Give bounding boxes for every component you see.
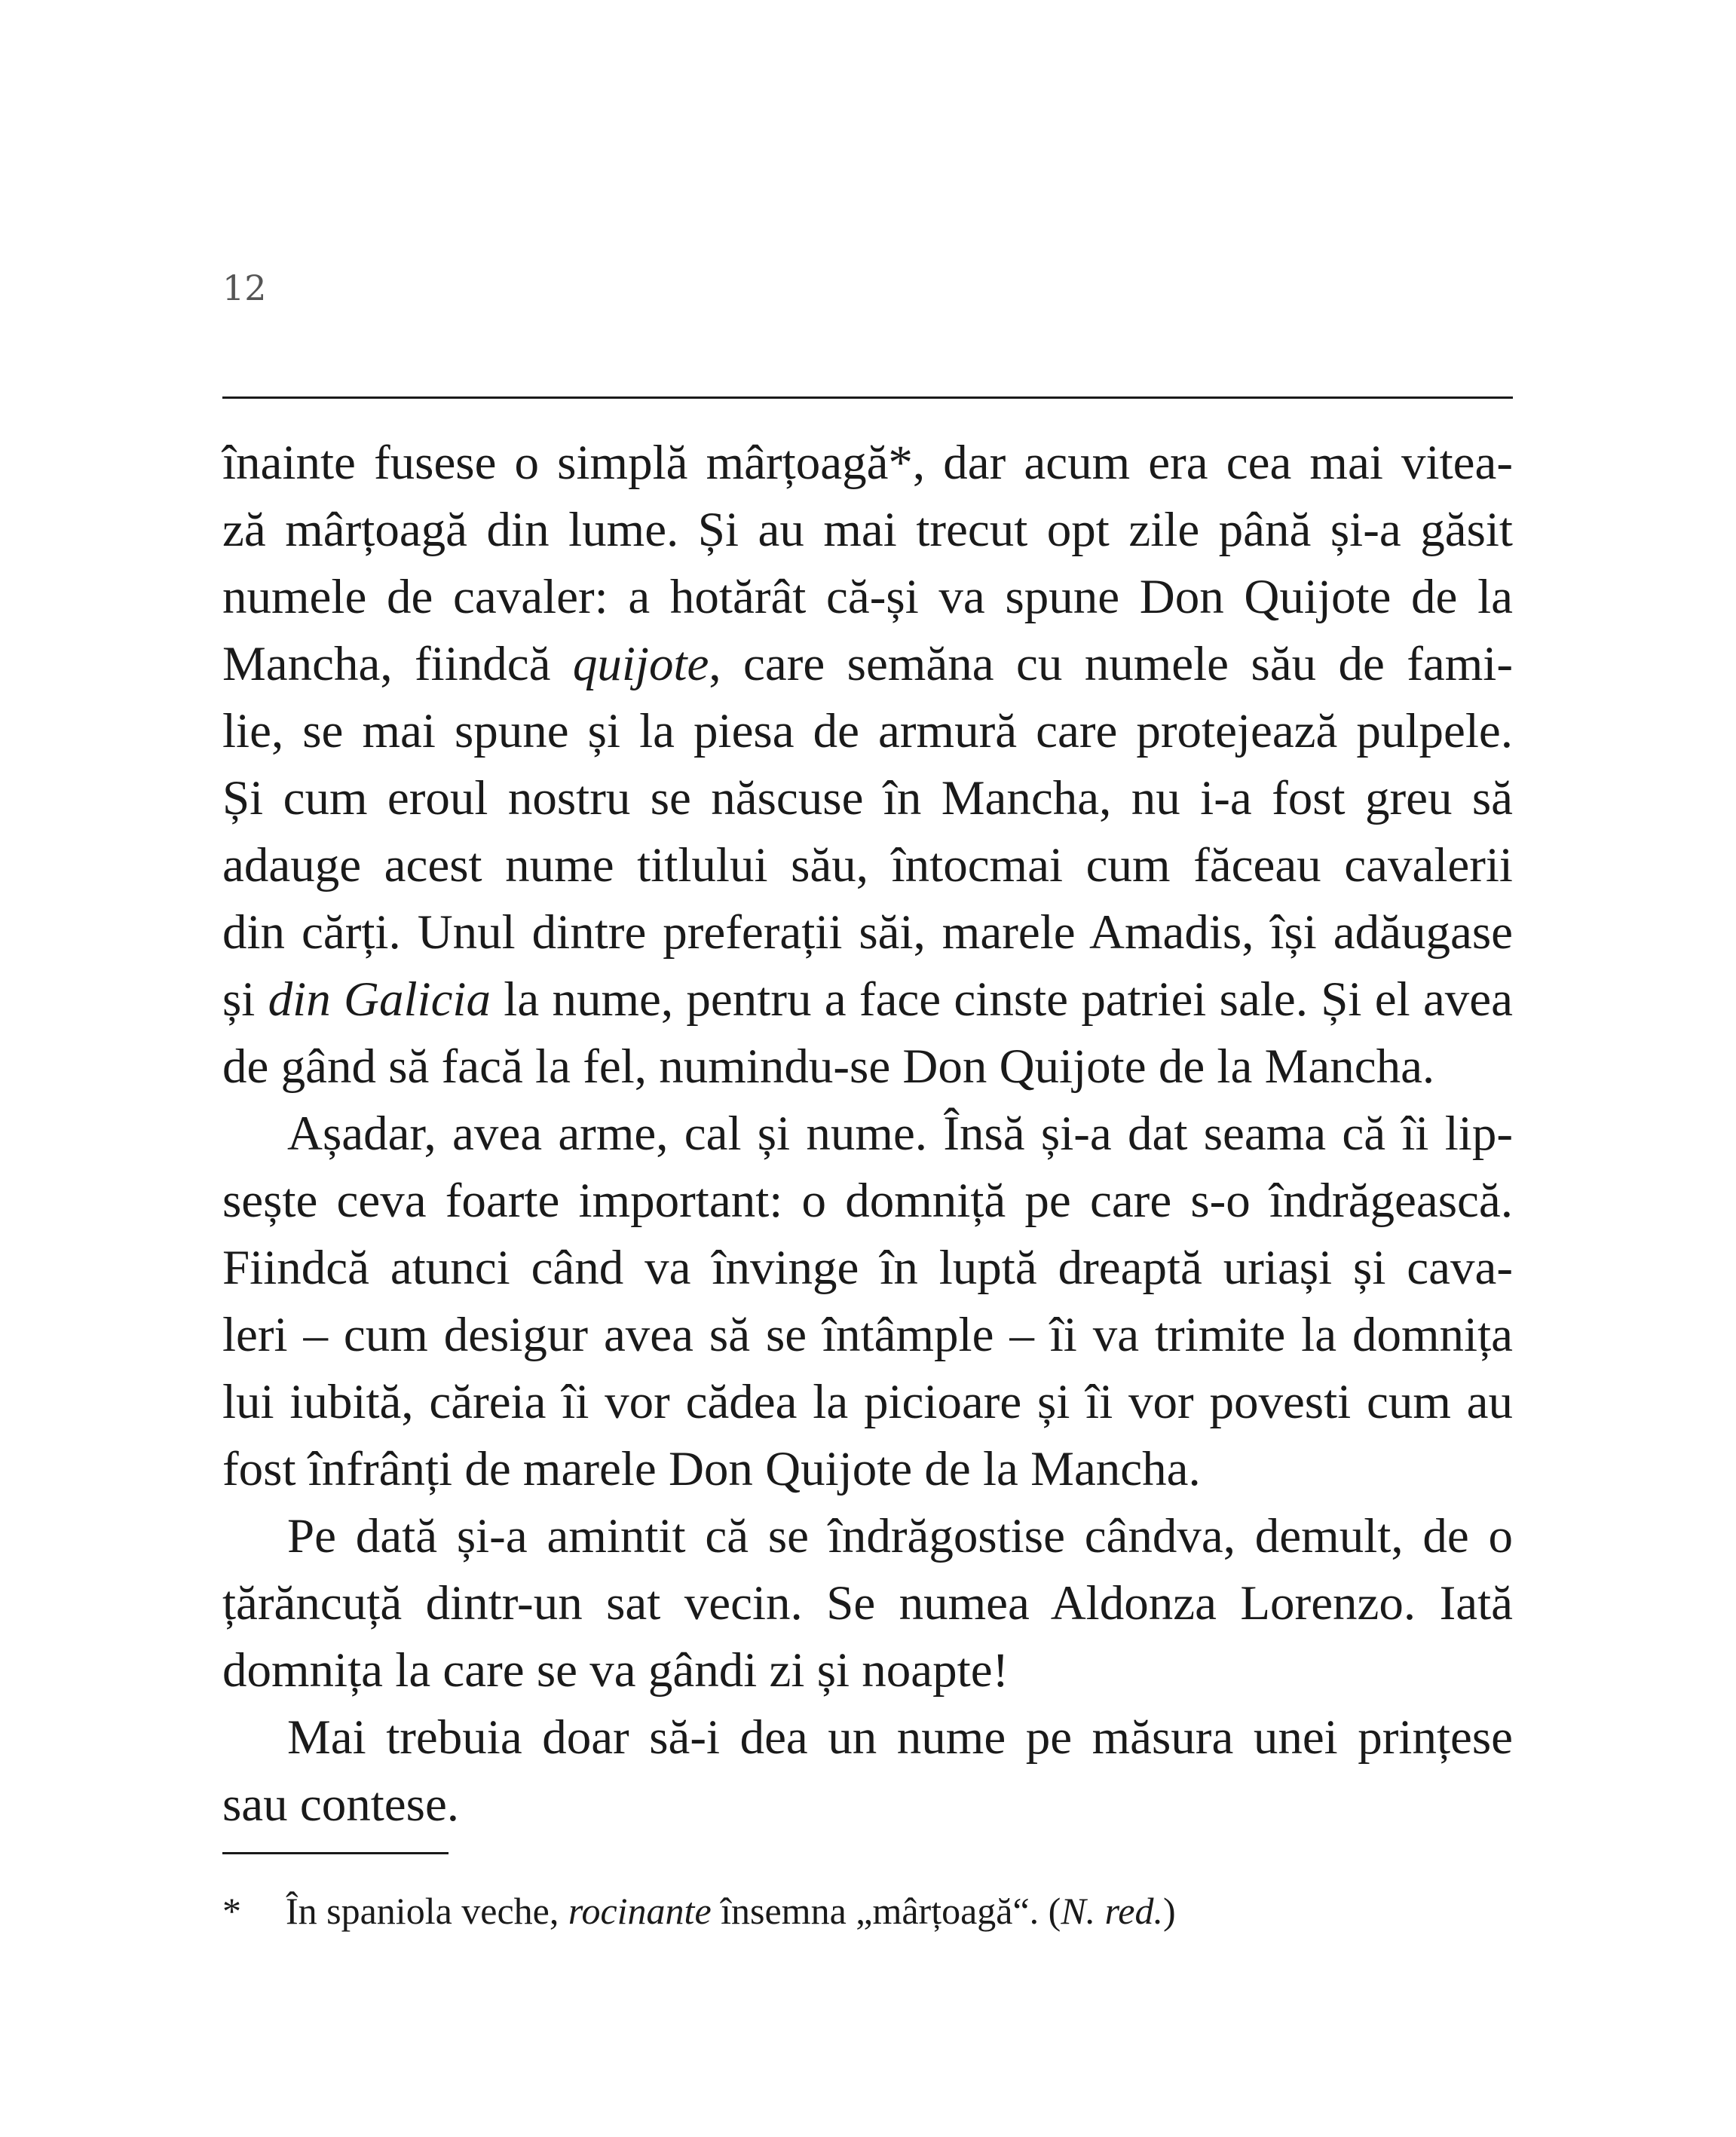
text-segment: Pe dată și-a amintit că se îndrăgostise cândva, demult, de o: [287, 1509, 1513, 1563]
text-segment: sau contese.: [222, 1777, 460, 1832]
text-segment: lie, se mai spune și la piesa de armură care protejează pulpele.: [222, 704, 1513, 758]
italic-segment: quijote: [572, 637, 709, 691]
text-line: [222, 899, 1513, 966]
text-segment: din cărți. Unul dintre preferații săi, marele Amadis, își adăugase: [222, 905, 1513, 960]
text-line: [222, 1570, 1513, 1637]
page-number: 12: [222, 268, 267, 308]
text-segment: sește ceva foarte important: o domniță pe care s-o îndrăgească.: [222, 1174, 1513, 1228]
header-rule: [222, 396, 1513, 399]
text-segment: leri – cum desigur avea să se întâmple – îi va trimite la domnița: [222, 1308, 1513, 1362]
footnote-marker: *: [222, 1890, 241, 1932]
text-line: [222, 1637, 1513, 1704]
text-segment: Și cum eroul nostru se născuse în Mancha, nu i-a fost greu să: [222, 771, 1513, 825]
text-segment: domnița la care se va gândi zi și noapte!: [222, 1643, 1009, 1698]
text-line: [222, 1369, 1513, 1436]
text-segment: fost înfrânți de marele Don Quijote de la Mancha.: [222, 1442, 1201, 1496]
body-text: [222, 430, 1513, 1838]
text-segment: Fiindcă atunci când va învinge în luptă dreaptă uriași și cava-: [222, 1241, 1513, 1295]
text-line: [222, 430, 1513, 497]
text-line: [222, 1033, 1513, 1101]
text-segment: de gând să facă la fel, numindu-se Don Quijote de la Mancha.: [222, 1039, 1435, 1094]
text-segment: adauge acest nume titlului său, întocmai cum făceau cavalerii: [222, 838, 1513, 892]
text-segment: , care semăna cu numele său de fami-: [709, 637, 1513, 691]
footnote-text-middle: însemna „mârțoagă“. (: [711, 1890, 1061, 1932]
text-line: [222, 497, 1513, 564]
text-line: [222, 1436, 1513, 1503]
text-segment: la nume, pentru a face cinste patriei sale. Și el avea: [490, 972, 1514, 1027]
text-segment: lui iubită, căreia îi vor cădea la picioare și îi vor povesti cum au: [222, 1375, 1513, 1429]
text-line: [222, 1168, 1513, 1235]
text-line: [222, 1302, 1513, 1369]
text-line: [222, 966, 1513, 1033]
footnote-text-before: În spaniola veche,: [286, 1890, 568, 1932]
text-line: [222, 1771, 1513, 1838]
footnote: [222, 1884, 1176, 1937]
paragraph: [222, 1503, 1513, 1704]
text-line: [222, 564, 1513, 631]
text-segment: țărăncuță dintr-un sat vecin. Se numea Aldonza Lorenzo. Iată: [222, 1576, 1513, 1630]
paragraph: [222, 430, 1513, 1101]
footnote-italic-note: N. red.: [1061, 1890, 1163, 1932]
text-line: [222, 1503, 1513, 1570]
text-segment: Așadar, avea arme, cal și nume. Însă și-a dat seama că îi lip-: [287, 1107, 1513, 1161]
italic-segment: din Galicia: [268, 972, 491, 1027]
footnote-rule: [222, 1852, 449, 1854]
text-line: [222, 698, 1513, 765]
text-line: [222, 631, 1513, 698]
text-line: [222, 1101, 1513, 1168]
paragraph: [222, 1101, 1513, 1503]
text-line: [222, 1235, 1513, 1302]
footnote-text-after: ): [1162, 1890, 1176, 1932]
text-line: [222, 765, 1513, 832]
footnote-italic-word: rocinante: [568, 1890, 712, 1932]
text-segment: ză mârțoagă din lume. Și au mai trecut opt zile până și-a găsit: [222, 503, 1513, 557]
text-line: [222, 1704, 1513, 1771]
text-line: [222, 832, 1513, 899]
text-segment: și: [222, 972, 268, 1027]
text-segment: Mai trebuia doar să-i dea un nume pe măsura unei prințese: [287, 1710, 1513, 1765]
paragraph: [222, 1704, 1513, 1838]
text-segment: numele de cavaler: a hotărât că-și va spune Don Quijote de la: [222, 570, 1513, 624]
text-segment: înainte fusese o simplă mârțoagă*, dar acum era cea mai vitea-: [222, 436, 1513, 490]
text-segment: Mancha, fiindcă: [222, 637, 573, 691]
